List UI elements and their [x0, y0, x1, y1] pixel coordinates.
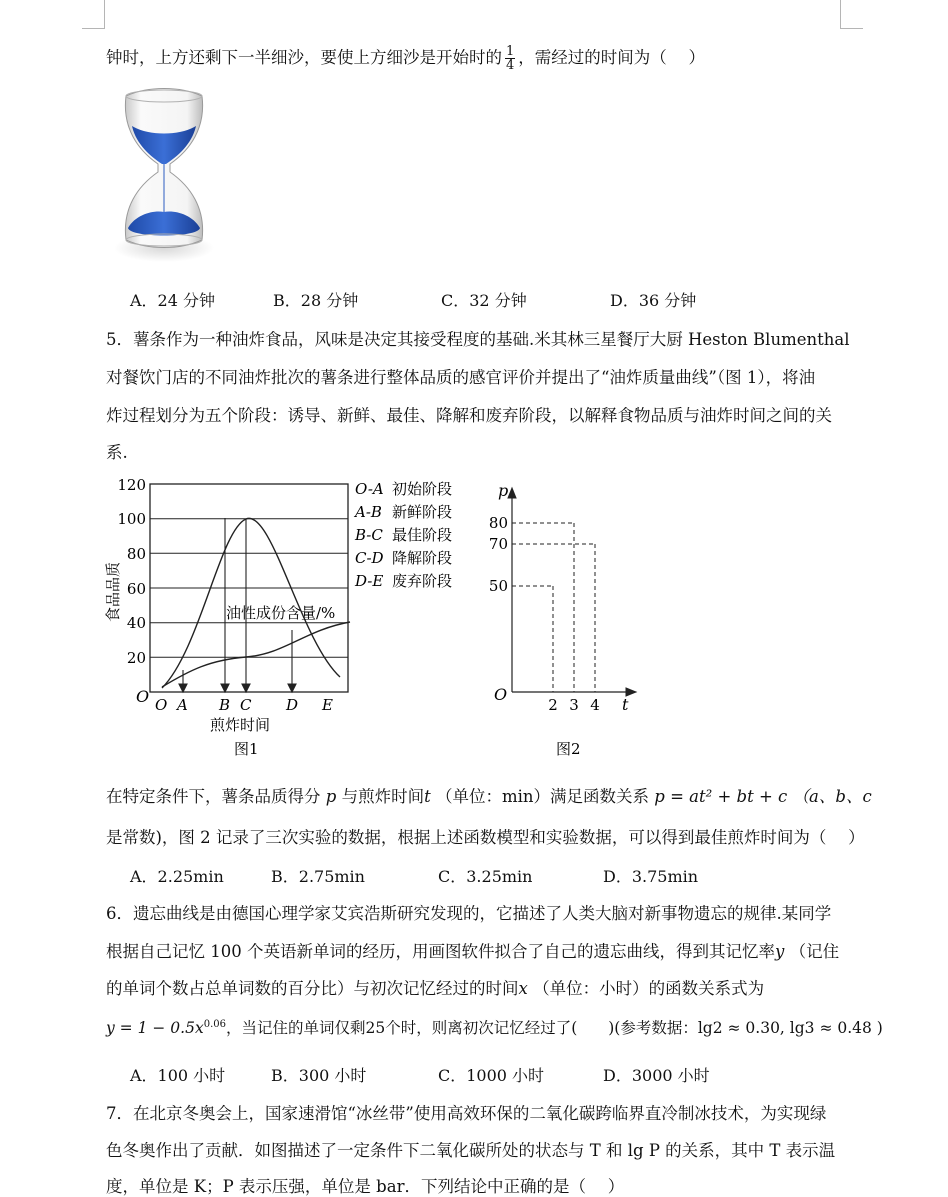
legend-text: 废弃阶段	[392, 572, 453, 590]
fig1-caption: 图1	[234, 740, 259, 758]
fig1-plot-area	[150, 484, 348, 692]
forgetting-formula: y = 1 − 0.5x	[106, 1019, 204, 1037]
fig1-origin: O	[136, 687, 150, 706]
legend-key: C-D	[355, 549, 384, 567]
fig1-ytick: 20	[126, 649, 146, 667]
q5-stem-line-1: 5．薯条作为一种油炸食品，风味是决定其接受程度的基础.米其林三星餐厅大厨 Heston Blumenthal	[106, 330, 850, 349]
quadratic-formula: p = at² + bt + c	[654, 787, 788, 806]
fig1-xpoint: D	[286, 696, 299, 714]
q4-stem-line: 钟时，上方还剩下一半细沙，要使上方细沙是开始时的 $\frac{1}{4}$ ，需经过的时间为（ ）	[106, 44, 706, 73]
q6-stem-line-1: 6．遗忘曲线是由德国心理学家艾宾浩斯研究发现的，它描述了人类大脑对新事物遗忘的规律.某同学	[106, 904, 832, 923]
option-c[interactable]: C．1000 小时	[438, 1066, 545, 1085]
fig1-ylabel: 食品品质	[104, 561, 122, 622]
hourglass-image	[108, 88, 228, 278]
fig1-xlabel: 煎炸时间	[210, 716, 271, 734]
option-a[interactable]: A．24 分钟	[130, 291, 216, 310]
option-b[interactable]: B．2.75min	[271, 867, 365, 886]
q5-stem-line-3: 炸过程划分为五个阶段：诱导、新鲜、最佳、降解和废弃阶段，以解释食物品质与油炸时间之间的关	[106, 406, 832, 425]
legend-text: 初始阶段	[392, 480, 453, 498]
legend-key: A-B	[355, 503, 382, 521]
legend-key: O-A	[355, 480, 384, 498]
figure-2-experiment-data	[484, 470, 644, 760]
q7-stem-line-2: 色冬奥作出了贡献．如图描述了一定条件下二氧化碳所处的状态与 T 和 lg P 的关系，其中 T 表示温	[106, 1141, 836, 1160]
q7-stem-line-1: 7．在北京冬奥会上，国家速滑馆“冰丝带”使用高效环保的二氧化碳跨临界直冷制冰技术，为实现绿	[106, 1104, 827, 1123]
q6-stem-line-2: 根据自己记忆 100 个英语新单词的经历，用画图软件拟合了自己的遗忘曲线，得到其记忆率y （记住	[106, 942, 840, 961]
q5-condition-line-1: 在特定条件下，薯条品质得分 p 与煎炸时间t （单位：min）满足函数关系 p = at² + bt + c （a、b、c	[106, 787, 872, 806]
fig1-oil-curve	[162, 622, 350, 687]
q5-condition-line-2: 是常数)，图 2 记录了三次实验的数据，根据上述函数模型和实验数据，可以得到最佳煎炸时间为（ ）	[106, 828, 865, 847]
fig1-ytick: 120	[117, 476, 146, 494]
q6-stem-line-3: 的单词个数占总单词数的百分比）与初次记忆经过的时间x （单位：小时）的函数关系式为	[106, 979, 765, 998]
fraction: $\frac{1}{4}$	[506, 44, 515, 73]
fig1-legend	[353, 480, 452, 590]
q5-stem-line-2: 对餐饮门店的不同油炸批次的薯条进行整体品质的感官评价并提出了“油炸质量曲线”（图 1），将油	[106, 368, 816, 387]
option-a[interactable]: A．2.25min	[130, 867, 224, 886]
option-b[interactable]: B．28 分钟	[273, 291, 359, 310]
fig2-xaxis-label: t	[622, 695, 629, 714]
fig1-xpoint: C	[240, 696, 252, 714]
fig2-yaxis-label: p	[498, 481, 509, 500]
fig1-xpoint: E	[322, 696, 333, 714]
option-a[interactable]: A．100 小时	[130, 1066, 226, 1085]
q7-stem-line-3: 度，单位是 K；P 表示压强，单位是 bar．下列结论中正确的是（ ）	[106, 1177, 625, 1196]
corner-mark-right	[840, 0, 863, 29]
legend-text: 最佳阶段	[392, 526, 453, 544]
legend-key: B-C	[355, 526, 383, 544]
q5-stem-line-4: 系.	[106, 443, 128, 462]
fig1-ytick: 100	[117, 510, 146, 528]
fig2-caption: 图2	[556, 740, 581, 758]
option-d[interactable]: D．3000 小时	[603, 1066, 710, 1085]
option-b[interactable]: B．300 小时	[271, 1066, 367, 1085]
option-c[interactable]: C．32 分钟	[441, 291, 527, 310]
option-d[interactable]: D．36 分钟	[610, 291, 697, 310]
legend-text: 降解阶段	[392, 549, 453, 567]
fig1-ytick: 60	[126, 580, 146, 598]
q6-stem-line-4: $y = 1 - 0.5x^{0.06}$，当记住的单词仅剩25个时，则离初次记忆经过了( )(参考数据：lg2 ≈ 0.30, lg3 ≈ 0.48 )	[106, 1018, 883, 1037]
fig2-ytick: 50	[488, 577, 508, 595]
fig2-xtick: 4	[590, 696, 600, 714]
option-c[interactable]: C．3.25min	[438, 867, 533, 886]
fig2-origin: O	[494, 685, 508, 704]
legend-key: D-E	[355, 572, 384, 590]
fig2-xtick: 2	[548, 696, 558, 714]
fig1-xpoint: B	[219, 696, 231, 714]
corner-mark-left	[82, 0, 105, 29]
fig1-ytick: 80	[126, 545, 146, 563]
fig2-ytick: 70	[488, 535, 508, 553]
fig1-ytick: 40	[126, 614, 146, 632]
legend-text: 新鲜阶段	[392, 503, 453, 521]
fig1-xpoint: O	[155, 696, 168, 714]
figure-1-frying-quality-curve	[100, 470, 480, 760]
fig2-ytick: 80	[488, 514, 508, 532]
option-d[interactable]: D．3.75min	[603, 867, 699, 886]
fig2-xtick: 3	[569, 696, 579, 714]
fig1-xpoint: A	[177, 696, 188, 714]
fig1-curve-label: 油性成份含量/%	[226, 604, 336, 622]
